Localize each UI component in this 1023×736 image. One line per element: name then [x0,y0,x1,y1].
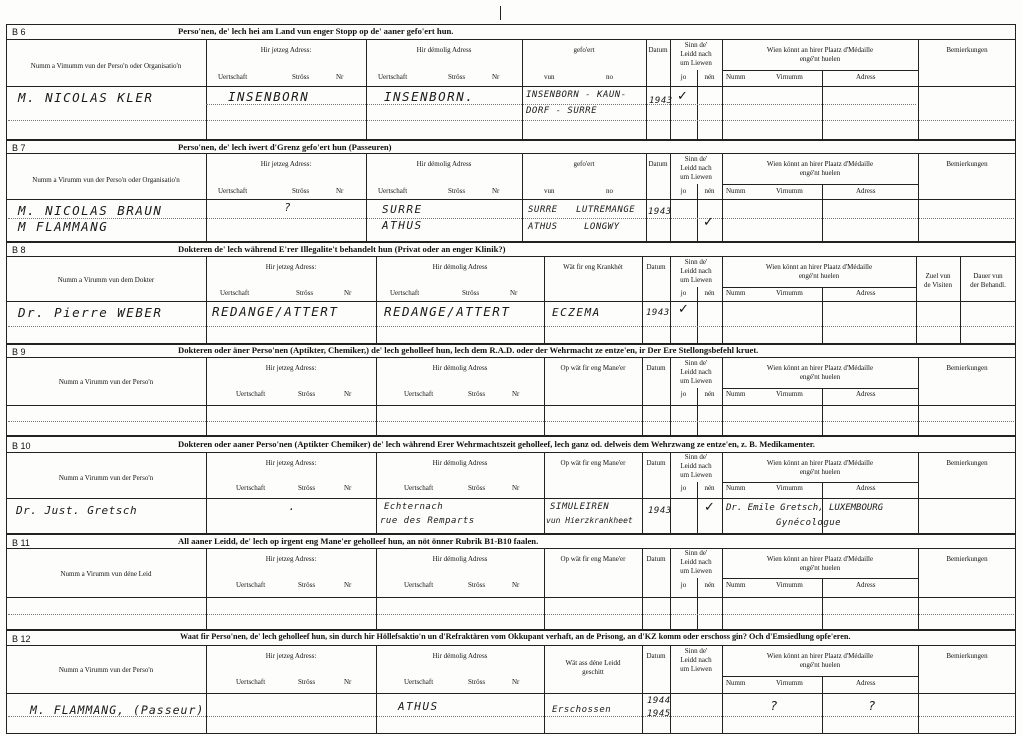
b6-demolig: INSENBORN. [384,89,475,104]
b10-datum: 1943 [648,506,672,516]
b12-demolig: ATHUS [398,700,439,713]
b6-datum: 1943 [649,96,673,106]
b12-med-vir: ? [868,698,878,713]
section-b6 [6,24,1016,140]
b7-no-1: LUTREMANGE [576,205,636,215]
b10-nen-check: ✓ [704,500,715,515]
b7-name-2: M FLAMMANG [18,219,109,234]
b7-nen-check: ✓ [703,215,714,230]
b8-datum: 1943 [646,308,670,318]
header-demolig: Hir démolig Adress [416,46,472,54]
b7-demolig-2: ATHUS [382,219,423,232]
b12-name: M. FLAMMANG, (Passeur) [30,703,205,717]
b6-vun: INSENBORN - KAUN- [526,90,627,100]
b10-med-name2: Gynécologue [776,518,842,528]
b10-maneer: SIMULEIREN [550,502,610,512]
b10-med-name: Dr. Emile Gretsch, LUXEMBOURG [726,503,884,513]
b8-name: Dr. Pierre WEBER [18,305,163,320]
b8-jo-check: ✓ [678,302,689,317]
top-tick [500,6,501,20]
b10-maneer2: vun Hierzkrankheet [546,516,633,525]
header-jetzeg: Hir jetzeg Adress: [260,46,312,54]
b7-vun-2: ATHUS [528,222,558,232]
b6-jetzeg: INSENBORN [228,89,310,104]
section-title: Perso'nen, de' lech hei am Land vun enger Stopp op de' aaner gefo'ert hun. [178,26,454,36]
section-code: B 6 [12,27,26,37]
b7-no-2: LONGWY [584,222,620,232]
b8-demolig: REDANGE/ATTERT [384,304,511,319]
b7-vun-1: SURRE [528,205,558,215]
b12-datum2: 1945 [647,709,671,719]
b8-jetzeg: REDANGE/ATTERT [212,304,339,319]
b6-name: M. NICOLAS KLER [18,90,154,105]
b6-vun2: DORF - SURRE [526,106,598,116]
b7-name-1: M. NICOLAS BRAUN [18,203,163,218]
name-header: Numm a Vimumm vun der Perso'n oder Organisatio'n [30,62,182,70]
b7-jetzeg-1: ? [284,201,293,214]
b12-geschitt: Erschossen [552,705,612,715]
b10-demolig2: rue des Remparts [380,516,475,526]
b8-krankheet: ECZEMA [552,306,601,319]
b12-med-name: ? [770,698,780,713]
b6-jo-check: ✓ [677,89,688,104]
b10-demolig: Echternach [384,502,444,512]
b12-datum: 1944 [647,696,671,706]
b10-jetzeg: · [288,503,297,516]
b10-name: Dr. Just. Gretsch [16,504,138,517]
b7-datum-1: 1943 [648,207,672,217]
b7-demolig-1: SURRE [382,203,423,216]
